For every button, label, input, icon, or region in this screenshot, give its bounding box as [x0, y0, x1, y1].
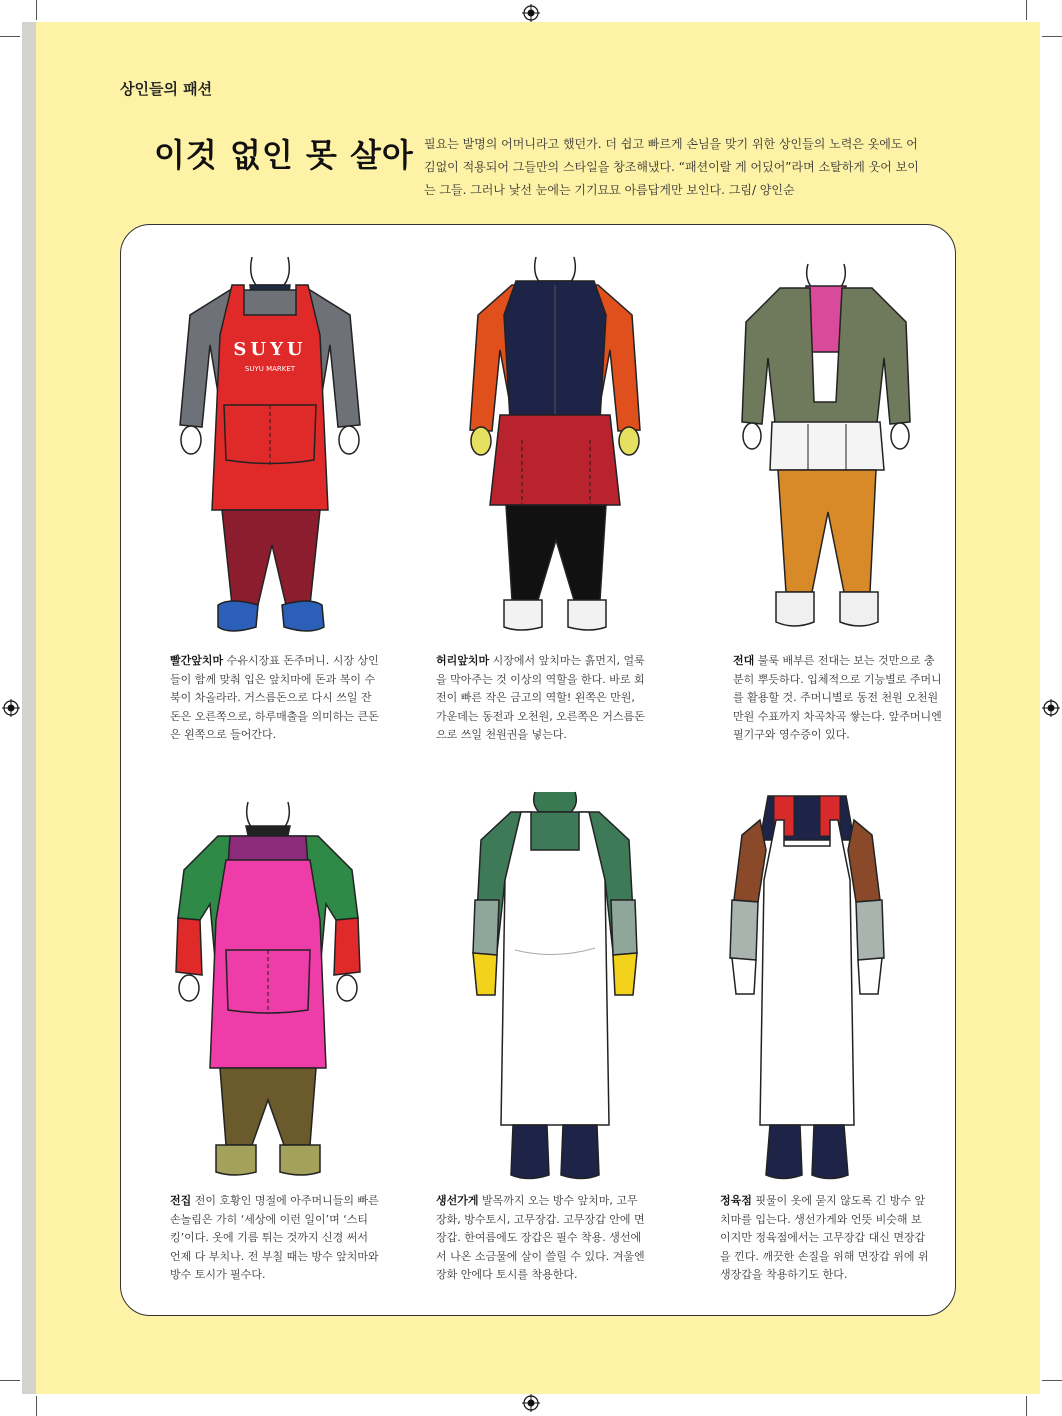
caption-text: 불룩 배부른 전대는 보는 것만으로 충분히 뿌듯하다. 입체적으로 기능별로 주머니를 활용할 것. 주머니별로 동전 천원 오천원 만원 수표까지 차곡차곡 쌓는다. 앞주머니엔 필기구와 영수증이 있다.	[733, 654, 942, 741]
figure-red-apron	[160, 255, 380, 645]
caption-title: 허리앞치마	[436, 654, 490, 667]
registration-mark-icon	[522, 1394, 540, 1412]
trim-mark	[0, 36, 20, 37]
registration-mark-icon	[2, 699, 20, 717]
caption-title: 전대	[733, 654, 755, 667]
caption-text: 발목까지 오는 방수 앞치마, 고무장화, 방수토시, 고무장갑. 고무장갑 안에 면장갑. 한여름에도 장갑은 필수 착용. 생선에서 나온 소금물에 살이 쓸릴 수 있다. 겨울엔 장화 안에다 토시를 착용한다.	[436, 1194, 645, 1281]
caption-pink-apron	[170, 1192, 380, 1285]
caption-text: 핏물이 옷에 묻지 않도록 긴 방수 앞치마를 입는다. 생선가게와 언뜻 비슷해 보이지만 정육점에서는 고무장갑 대신 면장갑을 낀다. 깨끗한 손질을 위해 면장갑 위에 위생장갑을 착용하기도 한다.	[720, 1194, 929, 1281]
trim-mark	[36, 0, 37, 20]
registration-mark-icon	[1042, 699, 1060, 717]
caption-title: 생선가게	[436, 1194, 479, 1207]
caption-text: 전이 호황인 명절에 아주머니들의 빠른 손놀림은 가히 ‘세상에 이런 일이’며 ‘스티킹’이다. 옷에 기름 튀는 것까지 신경 써서 언제 다 부치나. 전 부칠 때는 방수 앞치마와 방수 토시가 필수다.	[170, 1194, 379, 1281]
apron-logo-sub: SUYU MARKET	[244, 365, 296, 373]
bleed-strip	[22, 22, 36, 1394]
apron-logo: SUYU	[233, 339, 307, 360]
section-label: 상인들의 패션	[120, 80, 213, 98]
figure-butcher	[722, 780, 892, 1190]
trim-mark	[1026, 0, 1027, 20]
caption-fish-shop	[436, 1192, 646, 1285]
headline: 이것 없인 못 살아	[154, 136, 414, 174]
trim-mark	[36, 1396, 37, 1416]
caption-waist-apron	[436, 652, 646, 745]
trim-mark	[1042, 36, 1062, 37]
figure-fish-shop	[455, 790, 655, 1190]
caption-butcher	[720, 1192, 930, 1285]
caption-title: 빨간앞치마	[170, 654, 224, 667]
trim-mark	[1042, 1380, 1062, 1381]
figure-money-belt	[730, 262, 920, 642]
caption-text: 수유시장표 돈주머니. 시장 상인들이 함께 맞춰 입은 앞치마에 돈과 복이 수북이 차올라라. 거스름돈으로 다시 쓰일 잔돈은 오른쪽으로, 하루매출을 의미하는 큰돈은 왼쪽으로 들어간다.	[170, 654, 379, 741]
caption-title: 정육점	[720, 1194, 752, 1207]
registration-mark-icon	[522, 4, 540, 22]
figure-pink-apron	[160, 800, 380, 1190]
caption-red-apron	[170, 652, 380, 745]
caption-text: 시장에서 앞치마는 흙먼지, 얼룩을 막아주는 것 이상의 역할을 한다. 바로 회전이 빠른 작은 금고의 역할! 왼쪽은 만원, 가운데는 동전과 오천원, 오른쪽은 거스름돈으로 쓰일 천원권을 넣는다.	[436, 654, 645, 741]
caption-money-belt	[733, 652, 943, 745]
trim-mark	[1026, 1396, 1027, 1416]
figure-waist-apron	[450, 255, 660, 645]
intro-text: 필요는 발명의 어머니라고 했던가. 더 쉽고 빠르게 손님을 맞기 위한 상인들의 노력은 옷에도 어김없이 적용되어 그들만의 스타일을 창조해냈다. “패션이랄 게 어딨어”라며 소탈하게 웃어 보이는 그들. 그러나 낯선 눈에는 기기묘묘 아름답게만 보인다. 그림/ 양인순	[424, 137, 919, 197]
trim-mark	[0, 1380, 20, 1381]
caption-title: 전집	[170, 1194, 192, 1207]
